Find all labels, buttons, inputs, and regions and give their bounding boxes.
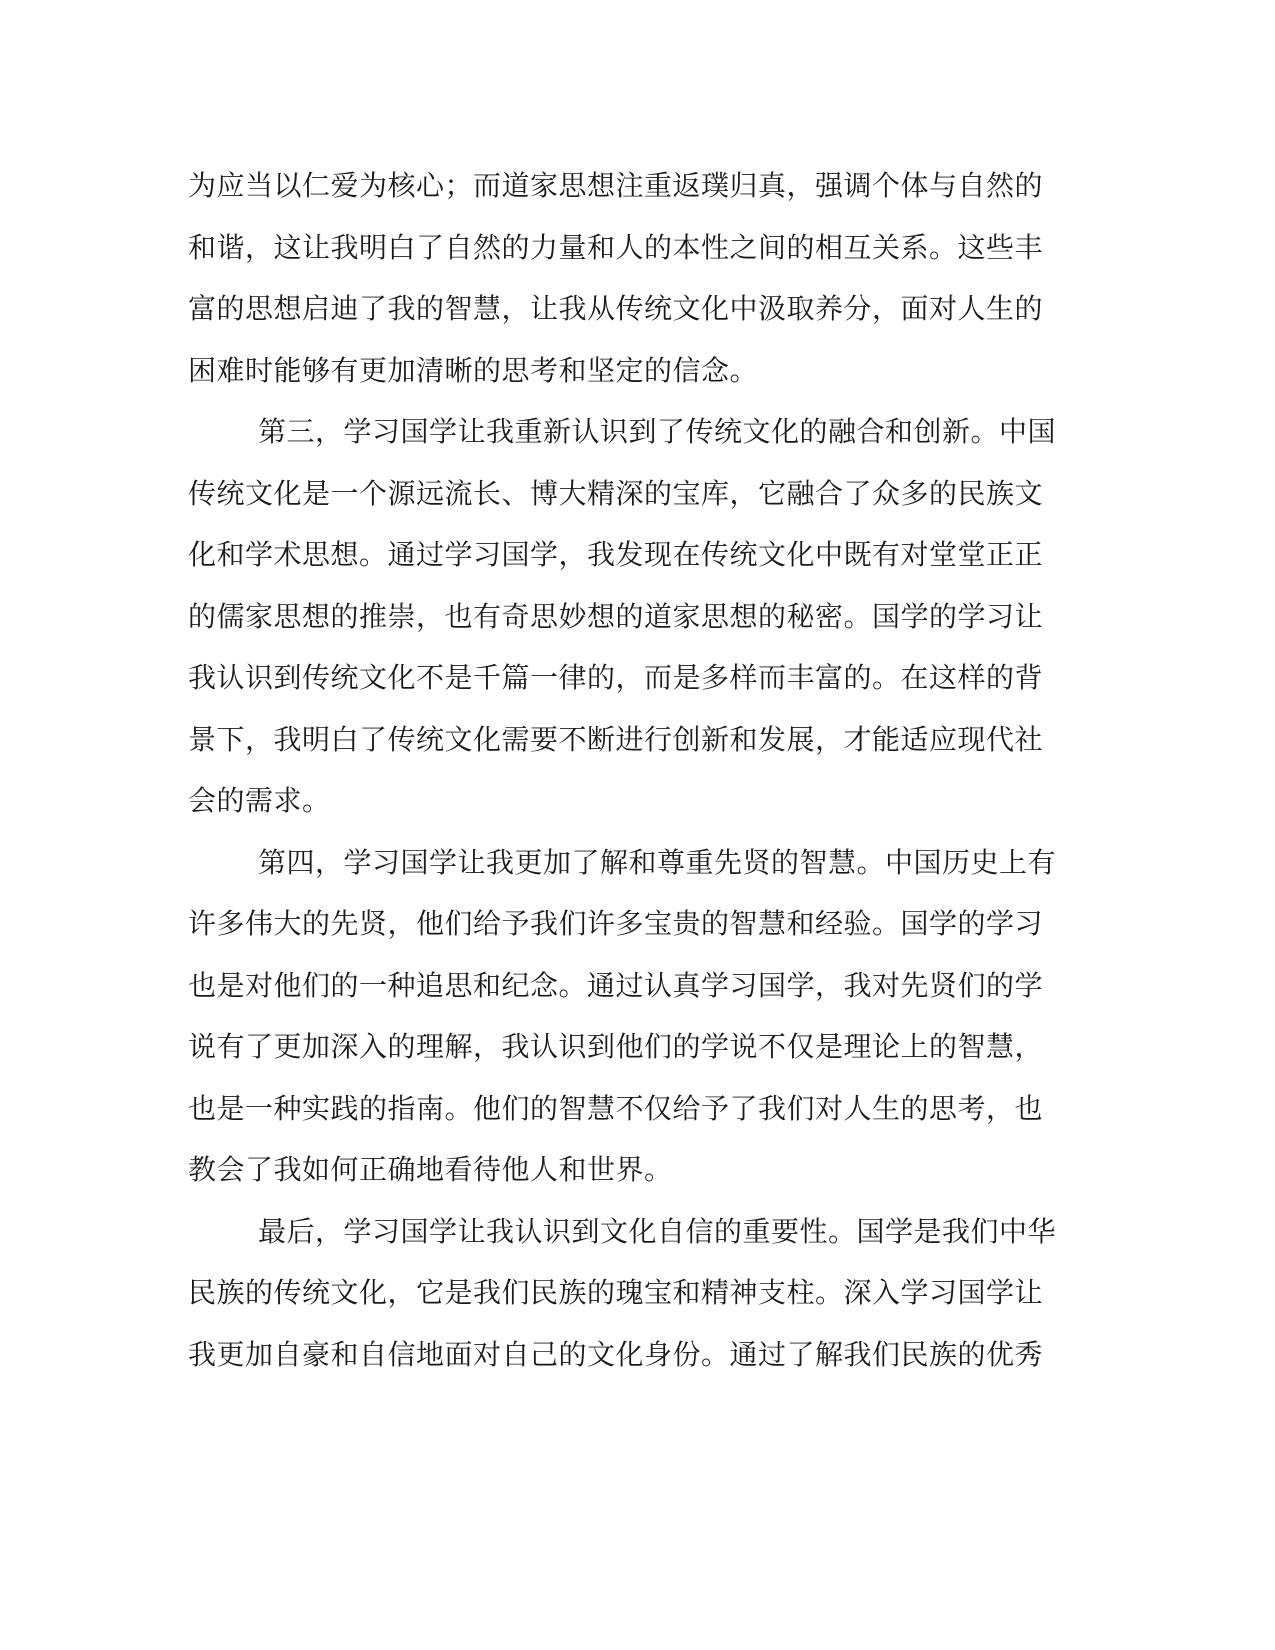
- text-line: 传统文化是一个源远流长、博大精深的宝库，它融合了众多的民族文: [188, 476, 1044, 510]
- text-line: 也是一种实践的指南。他们的智慧不仅给予了我们对人生的思考，也: [188, 1091, 1044, 1125]
- paragraph-start-line: 第三，学习国学让我重新认识到了传统文化的融合和创新。中国: [258, 415, 1057, 448]
- paragraph-start-line: 最后，学习国学让我认识到文化自信的重要性。国学是我们中华: [258, 1214, 1057, 1248]
- text-line: 说有了更加深入的理解，我认识到他们的学说不仅是理论上的智慧，: [188, 1030, 1044, 1063]
- text-line: 也是对他们的一种追思和纪念。通过认真学习国学，我对先贤们的学: [188, 968, 1044, 1002]
- body-text: [188, 155, 1068, 1385]
- text-line: 许多伟大的先贤，他们给予我们许多宝贵的智慧和经验。国学的学习: [188, 907, 1044, 940]
- text-line: 民族的传统文化，它是我们民族的瑰宝和精神支柱。深入学习国学让: [188, 1276, 1044, 1309]
- text-line: 化和学术思想。通过学习国学，我发现在传统文化中既有对堂堂正正: [188, 538, 1044, 571]
- text-line: 会的需求。: [188, 784, 331, 817]
- paragraph-start-line: 第四，学习国学让我更加了解和尊重先贤的智慧。中国历史上有: [258, 845, 1057, 879]
- text-line: 和谐，这让我明白了自然的力量和人的本性之间的相互关系。这些丰: [188, 230, 1044, 264]
- text-line: 景下，我明白了传统文化需要不断进行创新和发展，才能适应现代社: [188, 722, 1044, 756]
- text-line: 为应当以仁爱为核心；而道家思想注重返璞归真，强调个体与自然的: [188, 169, 1044, 202]
- text-line: 我更加自豪和自信地面对自己的文化身份。通过了解我们民族的优秀: [188, 1337, 1044, 1371]
- text-line: 教会了我如何正确地看待他人和世界。: [188, 1153, 673, 1186]
- text-line: 困难时能够有更加清晰的思考和坚定的信念。: [188, 353, 759, 387]
- text-line: 富的思想启迪了我的智慧，让我从传统文化中汲取养分，面对人生的: [188, 292, 1044, 325]
- text-line: 的儒家思想的推崇，也有奇思妙想的道家思想的秘密。国学的学习让: [188, 599, 1044, 633]
- text-line: 我认识到传统文化不是千篇一律的，而是多样而丰富的。在这样的背: [188, 661, 1044, 694]
